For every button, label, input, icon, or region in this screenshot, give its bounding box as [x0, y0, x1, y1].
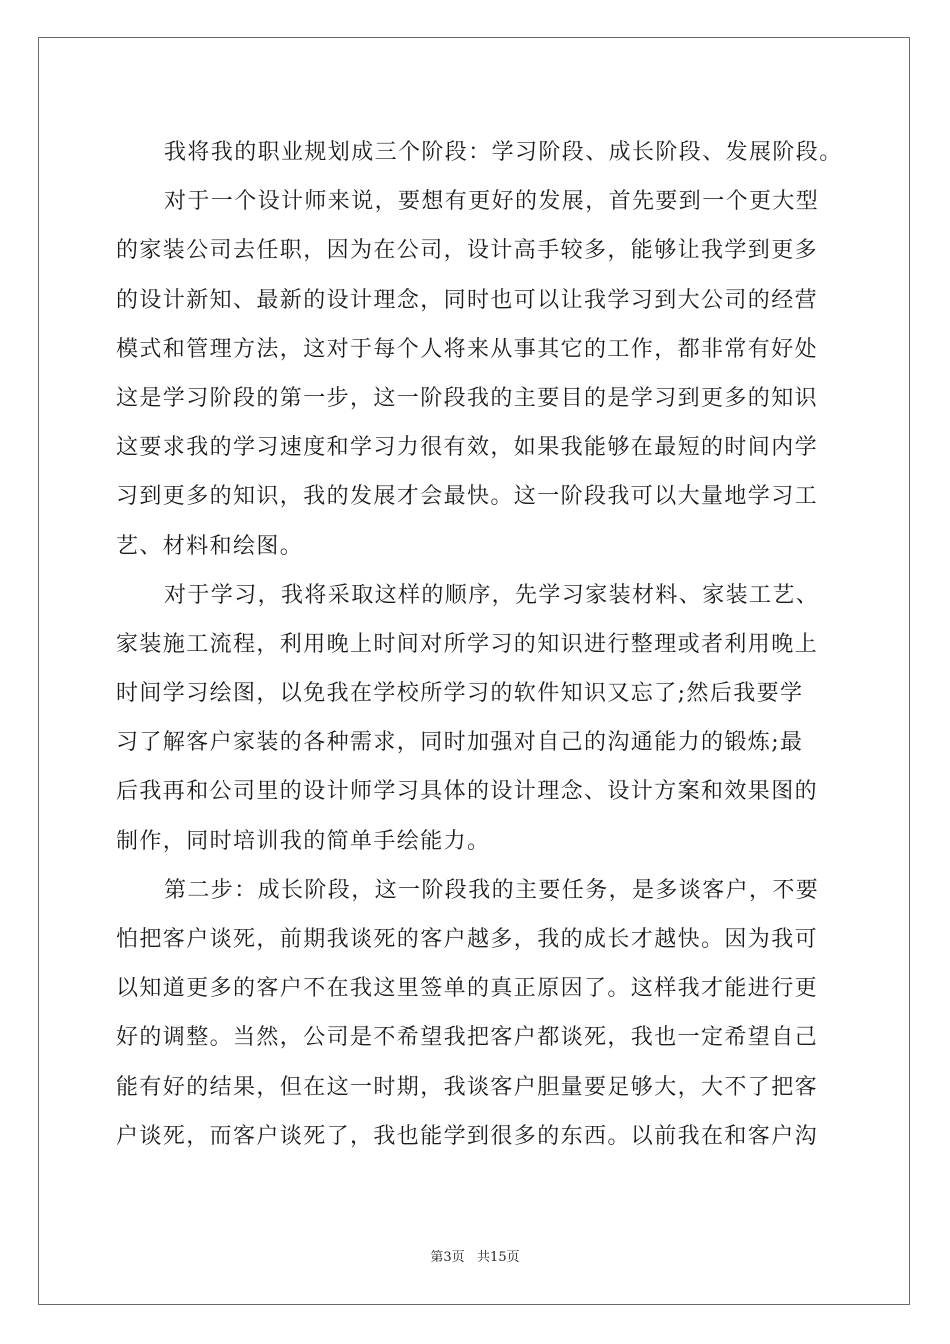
- paragraph-2-line-1: 对于一个设计师来说，要想有更好的发展，首先要到一个更大型: [164, 189, 820, 215]
- paragraph-2-line-8: 艺、材料和绘图。: [116, 533, 304, 559]
- paragraph-4-line-6: 户谈死，而客户谈死了，我也能学到很多的东西。以前我在和客户沟: [116, 1123, 819, 1149]
- paragraph-2-line-7: 习到更多的知识，我的发展才会最快。这一阶段我可以大量地学习工: [116, 484, 819, 510]
- paragraph-1-line-1: 我将我的职业规划成三个阶段：学习阶段、成长阶段、发展阶段。: [164, 140, 843, 165]
- paragraph-2-line-3: 的设计新知、最新的设计理念，同时也可以让我学习到大公司的经营: [116, 287, 819, 313]
- paragraph-3-line-2: 家装施工流程，利用晚上时间对所学习的知识进行整理或者利用晚上: [116, 631, 819, 657]
- paragraph-3-line-5: 后我再和公司里的设计师学习具体的设计理念、设计方案和效果图的: [116, 779, 819, 805]
- paragraph-2-line-5: 这是学习阶段的第一步，这一阶段我的主要目的是学习到更多的知识: [116, 385, 819, 411]
- paragraph-2-line-4: 模式和管理方法，这对于每个人将来从事其它的工作，都非常有好处: [116, 336, 819, 362]
- page-number-footer: 第3页 共15页: [430, 1250, 520, 1265]
- paragraph-4-line-3: 以知道更多的客户不在我这里签单的真正原因了。这样我才能进行更: [116, 976, 819, 1002]
- document-body: [116, 128, 843, 1161]
- paragraph-2-line-2: 的家装公司去任职，因为在公司，设计高手较多，能够让我学到更多: [116, 238, 819, 264]
- paragraph-2-line-6: 这要求我的学习速度和学习力很有效，如果我能够在最短的时间内学: [116, 435, 819, 461]
- paragraph-4-line-1: 第二步：成长阶段，这一阶段我的主要任务，是多谈客户，不要: [164, 877, 820, 903]
- paragraph-3-line-4: 习了解客户家装的各种需求，同时加强对自己的沟通能力的锻炼;最: [116, 730, 804, 756]
- paragraph-3-line-6: 制作，同时培训我的简单手绘能力。: [116, 828, 491, 854]
- paragraph-4-line-2: 怕把客户谈死，前期我谈死的客户越多，我的成长才越快。因为我可: [116, 927, 819, 952]
- paragraph-4-line-5: 能有好的结果，但在这一时期，我谈客户胆量要足够大，大不了把客: [116, 1074, 819, 1100]
- paragraph-3-line-3: 时间学习绘图，以免我在学校所学习的软件知识又忘了;然后我要学: [116, 681, 804, 707]
- paragraph-3-line-1: 对于学习，我将采取这样的顺序，先学习家装材料、家装工艺、: [164, 582, 820, 608]
- paragraph-4-line-4: 好的调整。当然，公司是不希望我把客户都谈死，我也一定希望自己: [116, 1025, 819, 1051]
